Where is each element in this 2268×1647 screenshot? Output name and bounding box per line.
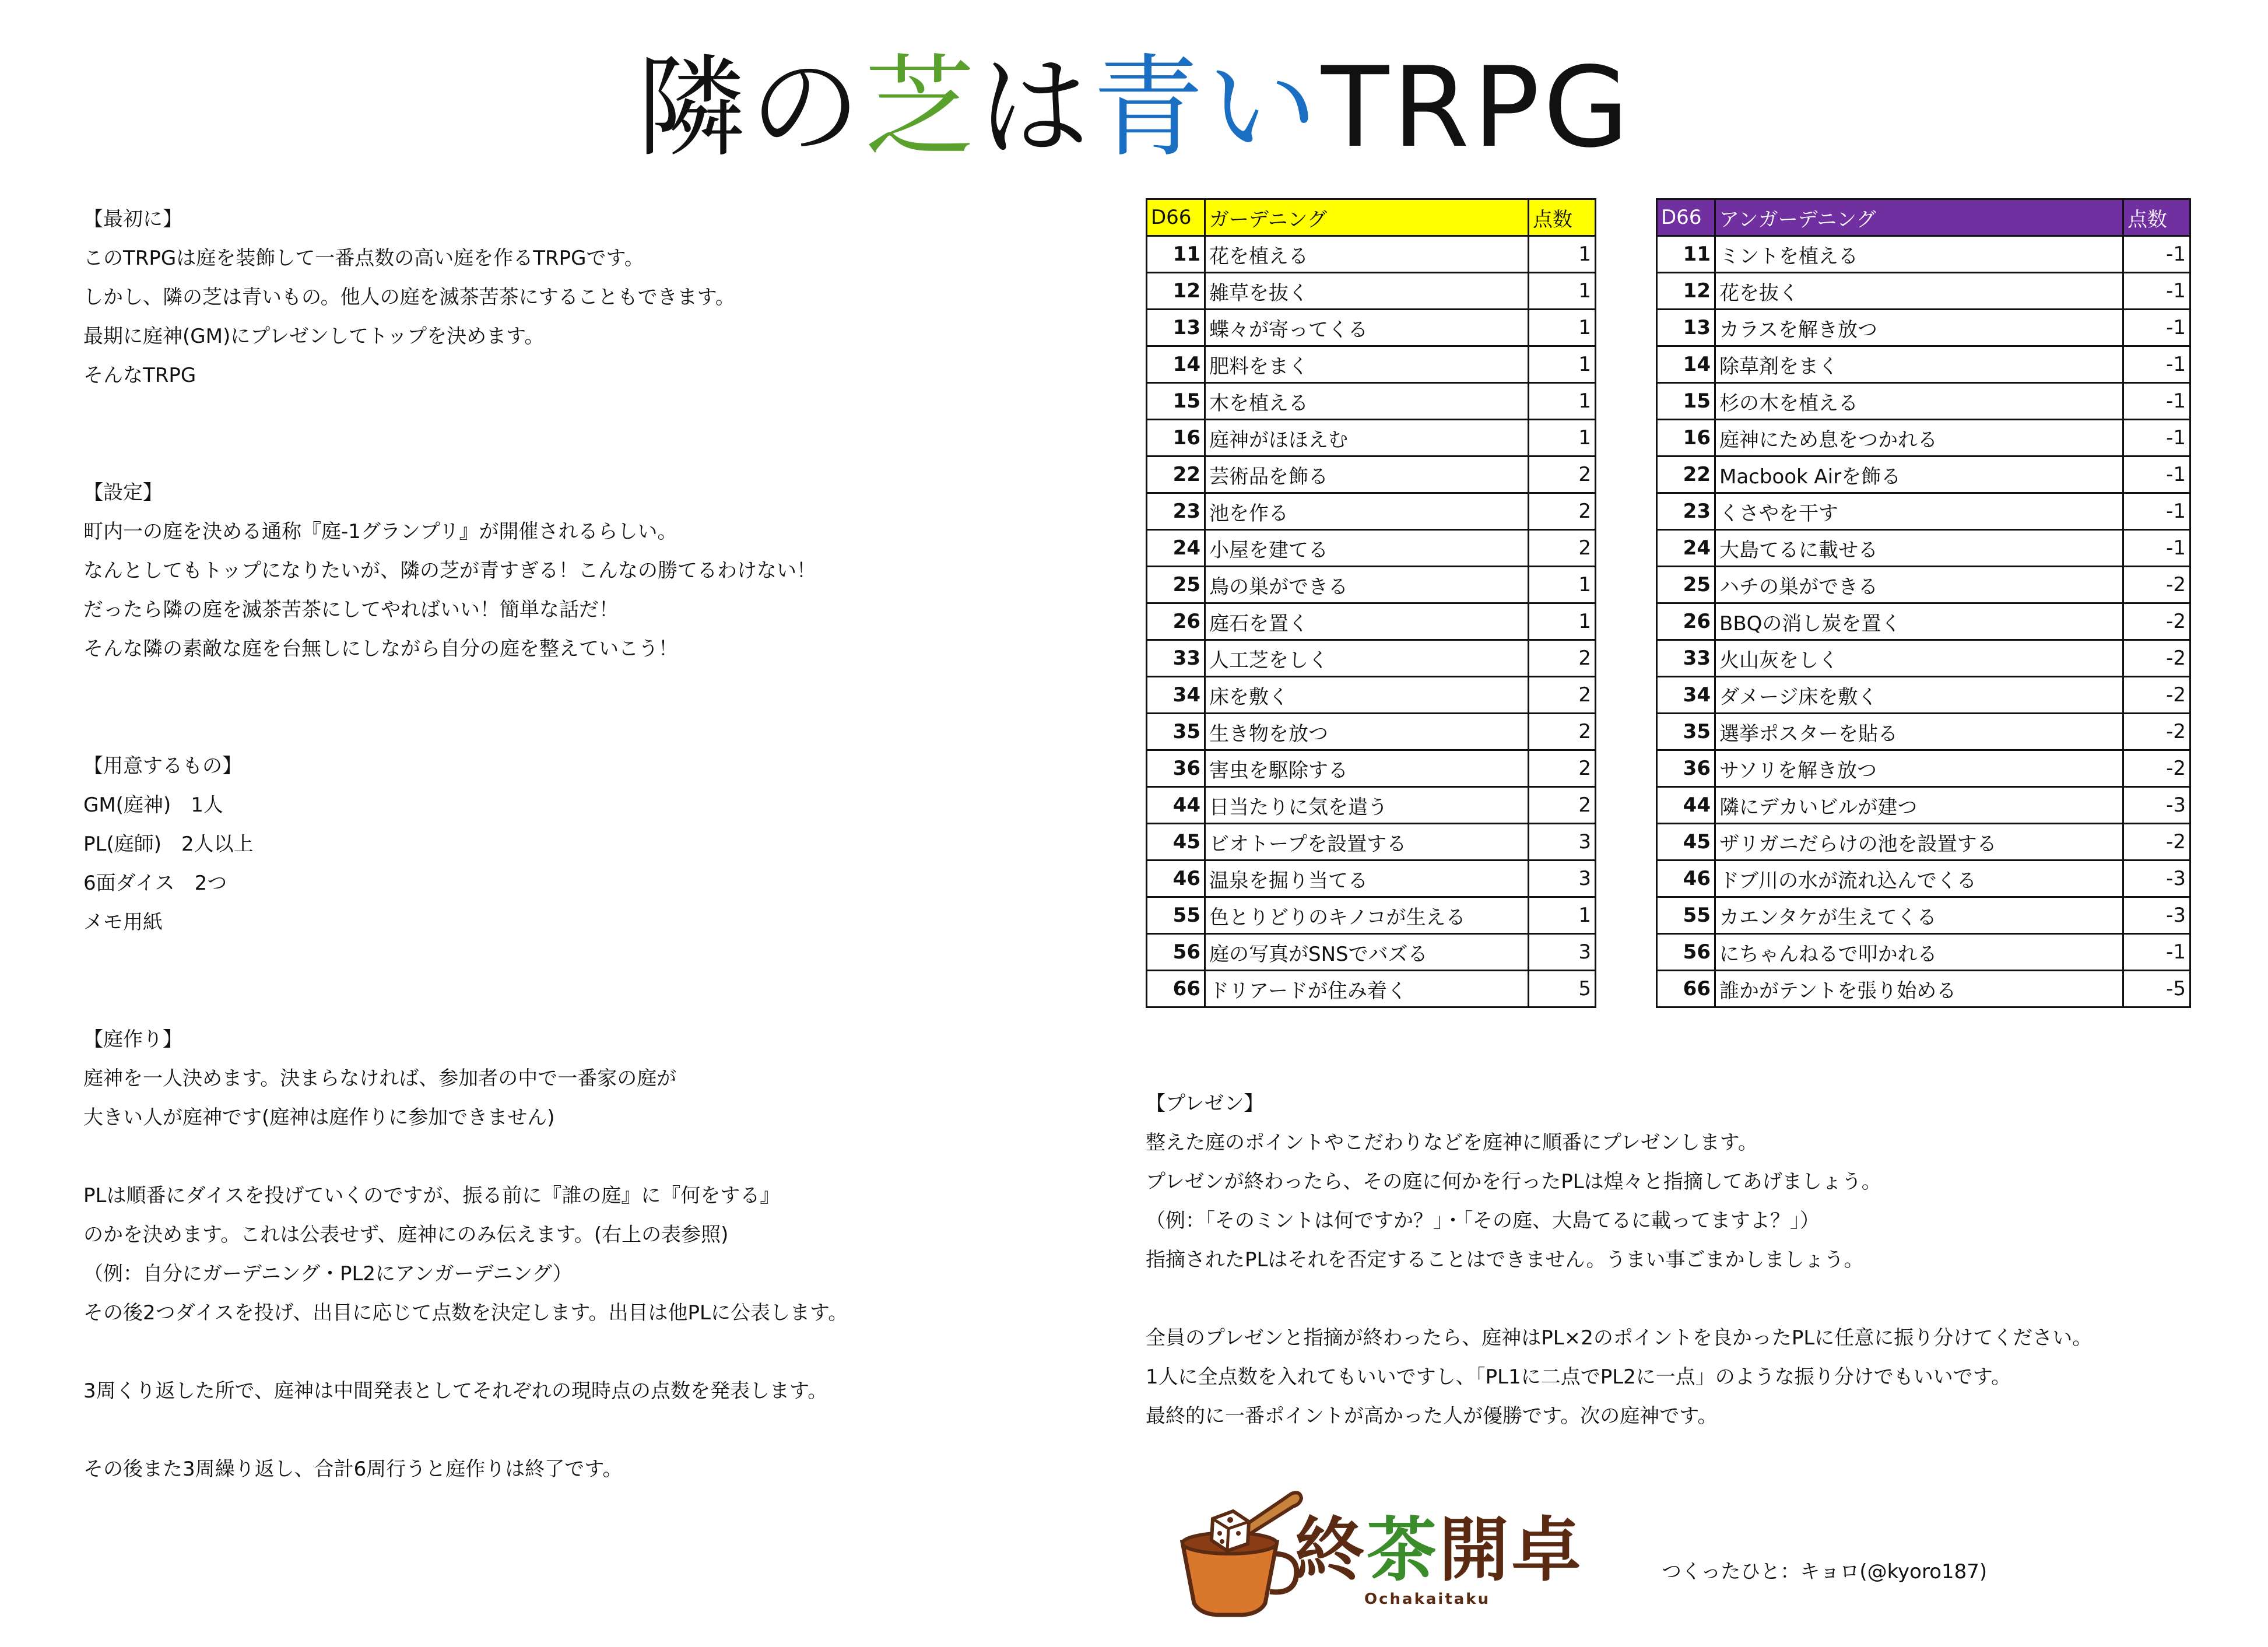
roll-cell: 12 <box>1147 273 1205 310</box>
table-row <box>1657 346 2190 383</box>
points-cell: -1 <box>2123 273 2190 310</box>
gardening-line: （例：自分にガーデニング・PL2にアンガーデニング） <box>83 1262 573 1286</box>
points-cell: 2 <box>1529 456 1596 493</box>
presentation-heading: 【プレゼン】 <box>1146 1092 1264 1115</box>
action-cell: ハチの巣ができる <box>1715 567 2123 603</box>
action-cell: 杉の木を植える <box>1715 383 2123 420</box>
table-row <box>1657 677 2190 714</box>
table-row <box>1657 824 2190 861</box>
points-cell: 1 <box>1529 567 1596 603</box>
table-row <box>1147 861 1596 897</box>
table-row <box>1657 420 2190 456</box>
roll-cell: 13 <box>1657 310 1715 346</box>
points-cell: 3 <box>1529 861 1596 897</box>
table-row <box>1147 273 1596 310</box>
points-cell: -1 <box>2123 420 2190 456</box>
action-cell: ビオトープを設置する <box>1205 824 1529 861</box>
points-cell: -2 <box>2123 677 2190 714</box>
action-cell: 温泉を掘り当てる <box>1205 861 1529 897</box>
presentation-line: プレゼンが終わったら、その庭に何かを行ったPLは煌々と指摘してあげましょう。 <box>1146 1170 1881 1193</box>
roll-cell: 66 <box>1147 971 1205 1007</box>
gardening-line: 大きい人が庭神です(庭神は庭作りに参加できません) <box>83 1106 555 1129</box>
points-cell: -1 <box>2123 934 2190 971</box>
points-cell: -1 <box>2123 346 2190 383</box>
ochakaitaku-logo <box>1172 1487 1584 1621</box>
action-cell: 火山灰をしく <box>1715 640 2123 677</box>
points-cell: 1 <box>1529 346 1596 383</box>
points-cell: -2 <box>2123 640 2190 677</box>
logo-subtitle: Ochakaitaku <box>1364 1590 1491 1608</box>
logo-char: 終 <box>1294 1510 1367 1591</box>
roll-cell: 22 <box>1147 456 1205 493</box>
points-cell: 2 <box>1529 750 1596 787</box>
roll-cell: 56 <box>1147 934 1205 971</box>
action-cell: 人工芝をしく <box>1205 640 1529 677</box>
teacup-dice-icon <box>1172 1487 1306 1621</box>
roll-cell: 23 <box>1657 493 1715 530</box>
presentation-line: （例：「そのミントは何ですか？」・「その庭、大島てるに載ってますよ？」） <box>1146 1209 1820 1232</box>
table-row <box>1147 714 1596 750</box>
table-row <box>1657 273 2190 310</box>
table-row <box>1147 493 1596 530</box>
presentation-line: 1人に全点数を入れてもいいですし、「PL1に二点でPL2に一点」のような振り分けでもいいです。 <box>1146 1365 2011 1389</box>
table-row <box>1147 236 1596 273</box>
roll-cell: 26 <box>1147 603 1205 640</box>
action-cell: カラスを解き放つ <box>1715 310 2123 346</box>
points-cell: 5 <box>1529 971 1596 1007</box>
gardening-line: のかを決めます。これは公表せず、庭神にのみ伝えます。(右上の表参照) <box>83 1223 729 1246</box>
points-cell: -2 <box>2123 824 2190 861</box>
action-cell: ミントを植える <box>1715 236 2123 273</box>
title-part-neighbor: 隣の <box>636 43 865 172</box>
action-cell: サソリを解き放つ <box>1715 750 2123 787</box>
action-cell: BBQの消し炭を置く <box>1715 603 2123 640</box>
table-row <box>1147 456 1596 493</box>
points-cell: -3 <box>2123 787 2190 824</box>
points-cell: -2 <box>2123 567 2190 603</box>
points-cell: -2 <box>2123 714 2190 750</box>
materials-line: メモ用紙 <box>83 911 163 934</box>
table-row <box>1657 493 2190 530</box>
roll-cell: 44 <box>1657 787 1715 824</box>
points-cell: 1 <box>1529 603 1596 640</box>
roll-cell: 24 <box>1657 530 1715 567</box>
ungardening-table <box>1656 198 2191 1008</box>
table-row <box>1147 640 1596 677</box>
title-part-trpg: TRPG <box>1321 43 1632 172</box>
title-part-grass: 芝 <box>864 43 979 172</box>
presentation-section <box>1146 1084 2092 1436</box>
rules-left-column <box>83 200 848 1489</box>
action-cell: 害虫を駆除する <box>1205 750 1529 787</box>
table-row <box>1147 897 1596 934</box>
table-row <box>1147 567 1596 603</box>
points-cell: -5 <box>2123 971 2190 1007</box>
table-row <box>1657 603 2190 640</box>
setting-line: 町内一の庭を決める通称『庭-1グランプリ』が開催されるらしい。 <box>83 520 677 543</box>
roll-cell: 25 <box>1657 567 1715 603</box>
roll-cell: 16 <box>1657 420 1715 456</box>
presentation-line: 最終的に一番ポイントが高かった人が優勝です。次の庭神です。 <box>1146 1404 1718 1428</box>
gardening-line: PLは順番にダイスを投げていくのですが、振る前に『誰の庭』に『何をする』 <box>83 1184 780 1207</box>
points-cell: 1 <box>1529 310 1596 346</box>
points-cell: -2 <box>2123 750 2190 787</box>
roll-cell: 45 <box>1657 824 1715 861</box>
points-cell: 3 <box>1529 824 1596 861</box>
action-cell: 庭の写真がSNSでバズる <box>1205 934 1529 971</box>
points-cell: -1 <box>2123 310 2190 346</box>
table-row <box>1657 787 2190 824</box>
points-cell: 2 <box>1529 787 1596 824</box>
action-cell: 雑草を抜く <box>1205 273 1529 310</box>
gardening-table <box>1146 198 1596 1008</box>
table-row <box>1147 934 1596 971</box>
points-cell: 1 <box>1529 420 1596 456</box>
table-header-points: 点数 <box>2123 199 2190 236</box>
roll-cell: 33 <box>1657 640 1715 677</box>
action-cell: 鳥の巣ができる <box>1205 567 1529 603</box>
table-header-row <box>1657 199 2190 236</box>
gardening-line: 庭神を一人決めます。決まらなければ、参加者の中で一番家の庭が <box>83 1067 677 1090</box>
points-cell: -1 <box>2123 383 2190 420</box>
action-cell: くさやを干す <box>1715 493 2123 530</box>
table-row <box>1147 787 1596 824</box>
points-cell: -3 <box>2123 897 2190 934</box>
table-row <box>1657 456 2190 493</box>
table-header-d66: D66 <box>1147 199 1205 236</box>
author-credit: つくったひと：キョロ(@kyoro187) <box>1662 1560 1988 1583</box>
points-cell: 1 <box>1529 897 1596 934</box>
intro-line: このTRPGは庭を装飾して一番点数の高い庭を作るTRPGです。 <box>83 247 644 270</box>
action-cell: 除草剤をまく <box>1715 346 2123 383</box>
action-cell: 色とりどりのキノコが生える <box>1205 897 1529 934</box>
gardening-heading: 【庭作り】 <box>83 1028 182 1051</box>
points-cell: -1 <box>2123 493 2190 530</box>
points-cell: -1 <box>2123 530 2190 567</box>
intro-line: そんなTRPG <box>83 364 196 387</box>
roll-cell: 22 <box>1657 456 1715 493</box>
points-cell: -1 <box>2123 236 2190 273</box>
presentation-line: 整えた庭のポイントやこだわりなどを庭神に順番にプレゼンします。 <box>1146 1131 1758 1154</box>
points-cell: -3 <box>2123 861 2190 897</box>
points-cell: 1 <box>1529 236 1596 273</box>
table-row <box>1657 310 2190 346</box>
roll-cell: 46 <box>1147 861 1205 897</box>
title-part-blue: 青 <box>1093 43 1207 172</box>
action-cell: カエンタケが生えてくる <box>1715 897 2123 934</box>
points-cell: 2 <box>1529 677 1596 714</box>
logo-wordmark <box>1294 1510 1584 1592</box>
roll-cell: 15 <box>1147 383 1205 420</box>
roll-cell: 12 <box>1657 273 1715 310</box>
roll-cell: 35 <box>1657 714 1715 750</box>
action-cell: ダメージ床を敷く <box>1715 677 2123 714</box>
table-header-d66: D66 <box>1657 199 1715 236</box>
roll-cell: 14 <box>1147 346 1205 383</box>
table-row <box>1657 567 2190 603</box>
table-row <box>1147 971 1596 1007</box>
action-cell: 庭神にため息をつかれる <box>1715 420 2123 456</box>
intro-line: しかし、隣の芝は青いもの。他人の庭を滅茶苦茶にすることもできます。 <box>83 286 735 309</box>
gardening-line: その後2つダイスを投げ、出目に応じて点数を決定します。出目は他PLに公表します。 <box>83 1301 848 1325</box>
title-part-i: い <box>1207 43 1322 172</box>
roll-cell: 33 <box>1147 640 1205 677</box>
roll-cell: 11 <box>1147 236 1205 273</box>
points-cell: 2 <box>1529 493 1596 530</box>
logo-char-tea: 茶 <box>1367 1510 1439 1591</box>
roll-cell: 45 <box>1147 824 1205 861</box>
table-row <box>1657 971 2190 1007</box>
title-part-wa: は <box>978 43 1093 172</box>
points-cell: 2 <box>1529 640 1596 677</box>
table-row <box>1147 603 1596 640</box>
table-row <box>1147 530 1596 567</box>
roll-cell: 16 <box>1147 420 1205 456</box>
materials-heading: 【用意するもの】 <box>83 754 242 778</box>
table-row <box>1657 640 2190 677</box>
table-row <box>1147 383 1596 420</box>
action-cell: 蝶々が寄ってくる <box>1205 310 1529 346</box>
presentation-line: 指摘されたPLはそれを否定することはできません。うまい事ごまかしましょう。 <box>1146 1248 1864 1272</box>
roll-cell: 34 <box>1657 677 1715 714</box>
table-row <box>1657 750 2190 787</box>
action-cell: 大島てるに載せる <box>1715 530 2123 567</box>
roll-cell: 56 <box>1657 934 1715 971</box>
roll-cell: 34 <box>1147 677 1205 714</box>
points-cell: -2 <box>2123 603 2190 640</box>
action-cell: にちゃんねるで叩かれる <box>1715 934 2123 971</box>
action-cell: 床を敷く <box>1205 677 1529 714</box>
points-cell: 2 <box>1529 530 1596 567</box>
table-row <box>1147 310 1596 346</box>
points-cell: -1 <box>2123 456 2190 493</box>
logo-char: 開卓 <box>1439 1510 1584 1591</box>
roll-cell: 46 <box>1657 861 1715 897</box>
roll-cell: 15 <box>1657 383 1715 420</box>
roll-cell: 35 <box>1147 714 1205 750</box>
intro-heading: 【最初に】 <box>83 208 182 231</box>
action-cell: ドリアードが住み着く <box>1205 971 1529 1007</box>
action-cell: 肥料をまく <box>1205 346 1529 383</box>
action-cell: 隣にデカいビルが建つ <box>1715 787 2123 824</box>
action-cell: 木を植える <box>1205 383 1529 420</box>
table-row <box>1657 383 2190 420</box>
table-header-label: アンガーデニング <box>1715 199 2123 236</box>
points-cell: 3 <box>1529 934 1596 971</box>
gardening-line: 3周くり返した所で、庭神は中間発表としてそれぞれの現時点の点数を発表します。 <box>83 1379 828 1403</box>
table-row <box>1147 420 1596 456</box>
action-cell: ザリガニだらけの池を設置する <box>1715 824 2123 861</box>
roll-cell: 26 <box>1657 603 1715 640</box>
action-cell: 小屋を建てる <box>1205 530 1529 567</box>
action-cell: 花を抜く <box>1715 273 2123 310</box>
table-row <box>1147 677 1596 714</box>
points-cell: 2 <box>1529 714 1596 750</box>
intro-line: 最期に庭神(GM)にプレゼンしてトップを決めます。 <box>83 325 545 348</box>
gardening-line: その後また3周繰り返し、合計6周行うと庭作りは終了です。 <box>83 1458 623 1481</box>
table-row <box>1657 236 2190 273</box>
table-row <box>1657 714 2190 750</box>
roll-cell: 66 <box>1657 971 1715 1007</box>
action-cell: 誰かがテントを張り始める <box>1715 971 2123 1007</box>
materials-line: PL(庭師) 2人以上 <box>83 833 254 856</box>
materials-line: 6面ダイス 2つ <box>83 872 227 895</box>
table-header-row <box>1147 199 1596 236</box>
action-cell: 芸術品を飾る <box>1205 456 1529 493</box>
table-row <box>1147 346 1596 383</box>
table-row <box>1657 934 2190 971</box>
table-row <box>1147 824 1596 861</box>
table-header-points: 点数 <box>1529 199 1596 236</box>
action-cell: 池を作る <box>1205 493 1529 530</box>
roll-cell: 36 <box>1147 750 1205 787</box>
setting-line: そんな隣の素敵な庭を台無しにしながら自分の庭を整えていこう！ <box>83 637 678 661</box>
action-cell: ドブ川の水が流れ込んでくる <box>1715 861 2123 897</box>
materials-line: GM(庭神) 1人 <box>83 793 223 817</box>
roll-cell: 23 <box>1147 493 1205 530</box>
table-row <box>1147 750 1596 787</box>
action-cell: 花を植える <box>1205 236 1529 273</box>
roll-cell: 44 <box>1147 787 1205 824</box>
roll-cell: 14 <box>1657 346 1715 383</box>
action-cell: 庭石を置く <box>1205 603 1529 640</box>
roll-cell: 25 <box>1147 567 1205 603</box>
table-row <box>1657 861 2190 897</box>
roll-cell: 36 <box>1657 750 1715 787</box>
action-cell: 日当たりに気を遣う <box>1205 787 1529 824</box>
setting-line: なんとしてもトップになりたいが、隣の芝が青すぎる！こんなの勝てるわけない！ <box>83 559 816 582</box>
roll-cell: 13 <box>1147 310 1205 346</box>
points-cell: 1 <box>1529 383 1596 420</box>
roll-cell: 55 <box>1657 897 1715 934</box>
table-row <box>1657 530 2190 567</box>
table-row <box>1657 897 2190 934</box>
roll-cell: 24 <box>1147 530 1205 567</box>
action-cell: 生き物を放つ <box>1205 714 1529 750</box>
setting-line: だったら隣の庭を滅茶苦茶にしてやればいい！簡単な話だ！ <box>83 598 619 621</box>
table-header-label: ガーデニング <box>1205 199 1529 236</box>
presentation-line: 全員のプレゼンと指摘が終わったら、庭神はPL×2のポイントを良かったPLに任意に振り分けてください。 <box>1146 1326 2093 1350</box>
roll-cell: 55 <box>1147 897 1205 934</box>
roll-cell: 11 <box>1657 236 1715 273</box>
points-cell: 1 <box>1529 273 1596 310</box>
page-title <box>0 41 2268 175</box>
action-cell: 庭神がほほえむ <box>1205 420 1529 456</box>
setting-heading: 【設定】 <box>83 481 163 504</box>
action-cell: Macbook Airを飾る <box>1715 456 2123 493</box>
action-cell: 選挙ポスターを貼る <box>1715 714 2123 750</box>
